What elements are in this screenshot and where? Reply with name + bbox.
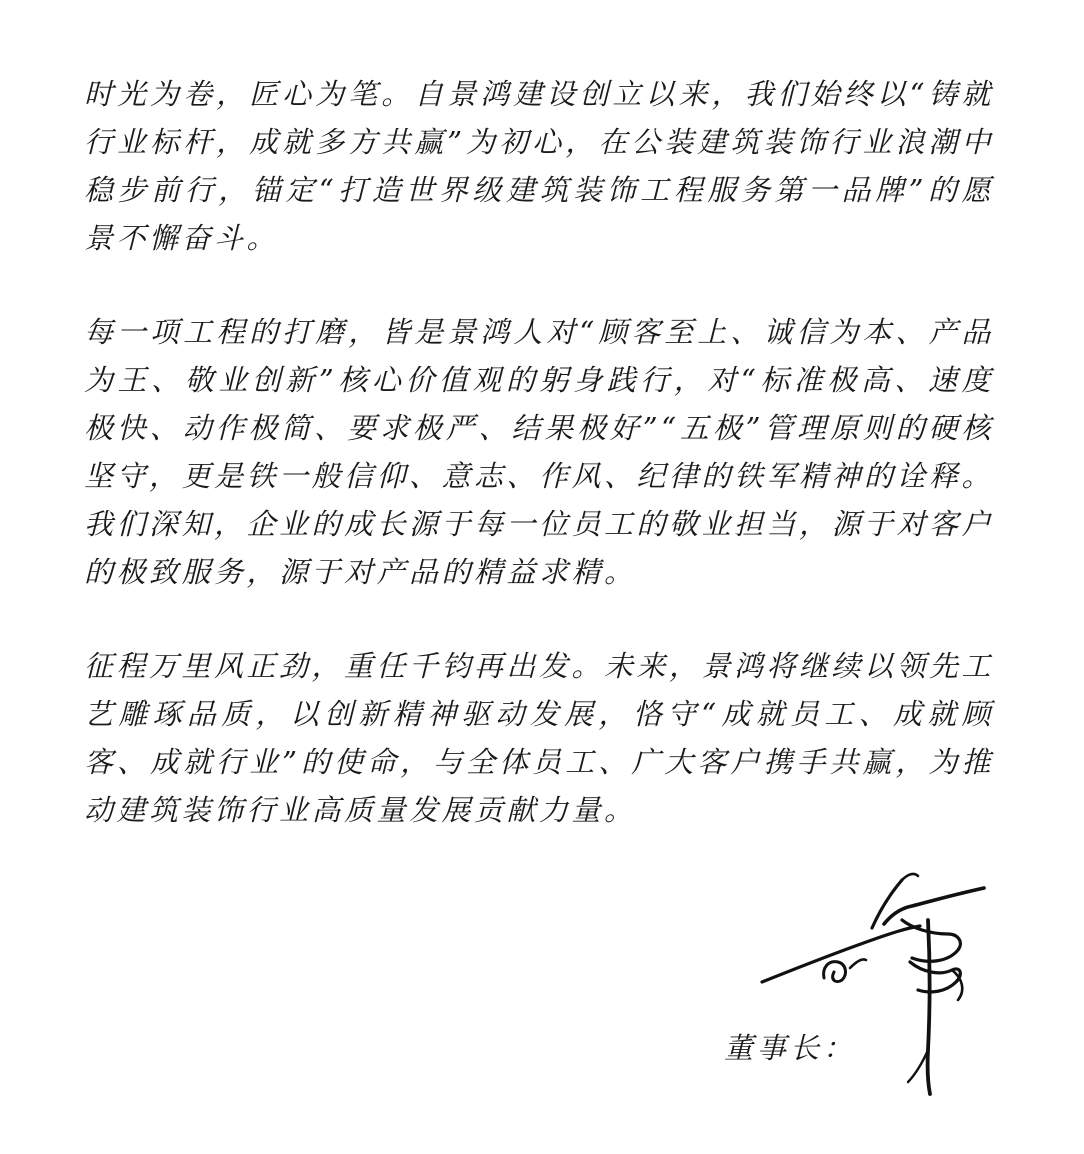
handwritten-signature-icon [752,850,1002,1100]
letter-body [84,70,994,834]
paragraph-intro: 时光为卷，匠心为笔。自景鸿建设创立以来，我们始终以“铸就行业标杆，成就多方共赢”为初心，在公装建筑装饰行业浪潮中稳步前行，锚定“打造世界级建筑装饰工程服务第一品牌”的愿景不懈奋斗。 [84,77,994,255]
paragraph-future: 征程万里风正劲，重任千钧再出发。未来，景鸿将继续以领先工艺雕琢品质，以创新精神驱动发展，恪守“成就员工、成就顾客、成就行业”的使命，与全体员工、广大客户携手共赢，为推动建筑装饰行业高质量发展贡献力量。 [84,649,995,827]
paragraph-values: 每一项工程的打磨，皆是景鸿人对“顾客至上、诚信为本、产品为王、敬业创新”核心价值观的躬身践行，对“标准极高、速度极快、动作极简、要求极严、结果极好”“五极”管理原则的硬核坚守，更是铁一般信仰、意志、作风、纪律的铁军精神的诠释。我们深知，企业的成长源于每一位员工的敬业担当，源于对客户的极致服务，源于对产品的精益求精。 [84,315,995,589]
signature-label: 董事长： [724,1031,857,1065]
